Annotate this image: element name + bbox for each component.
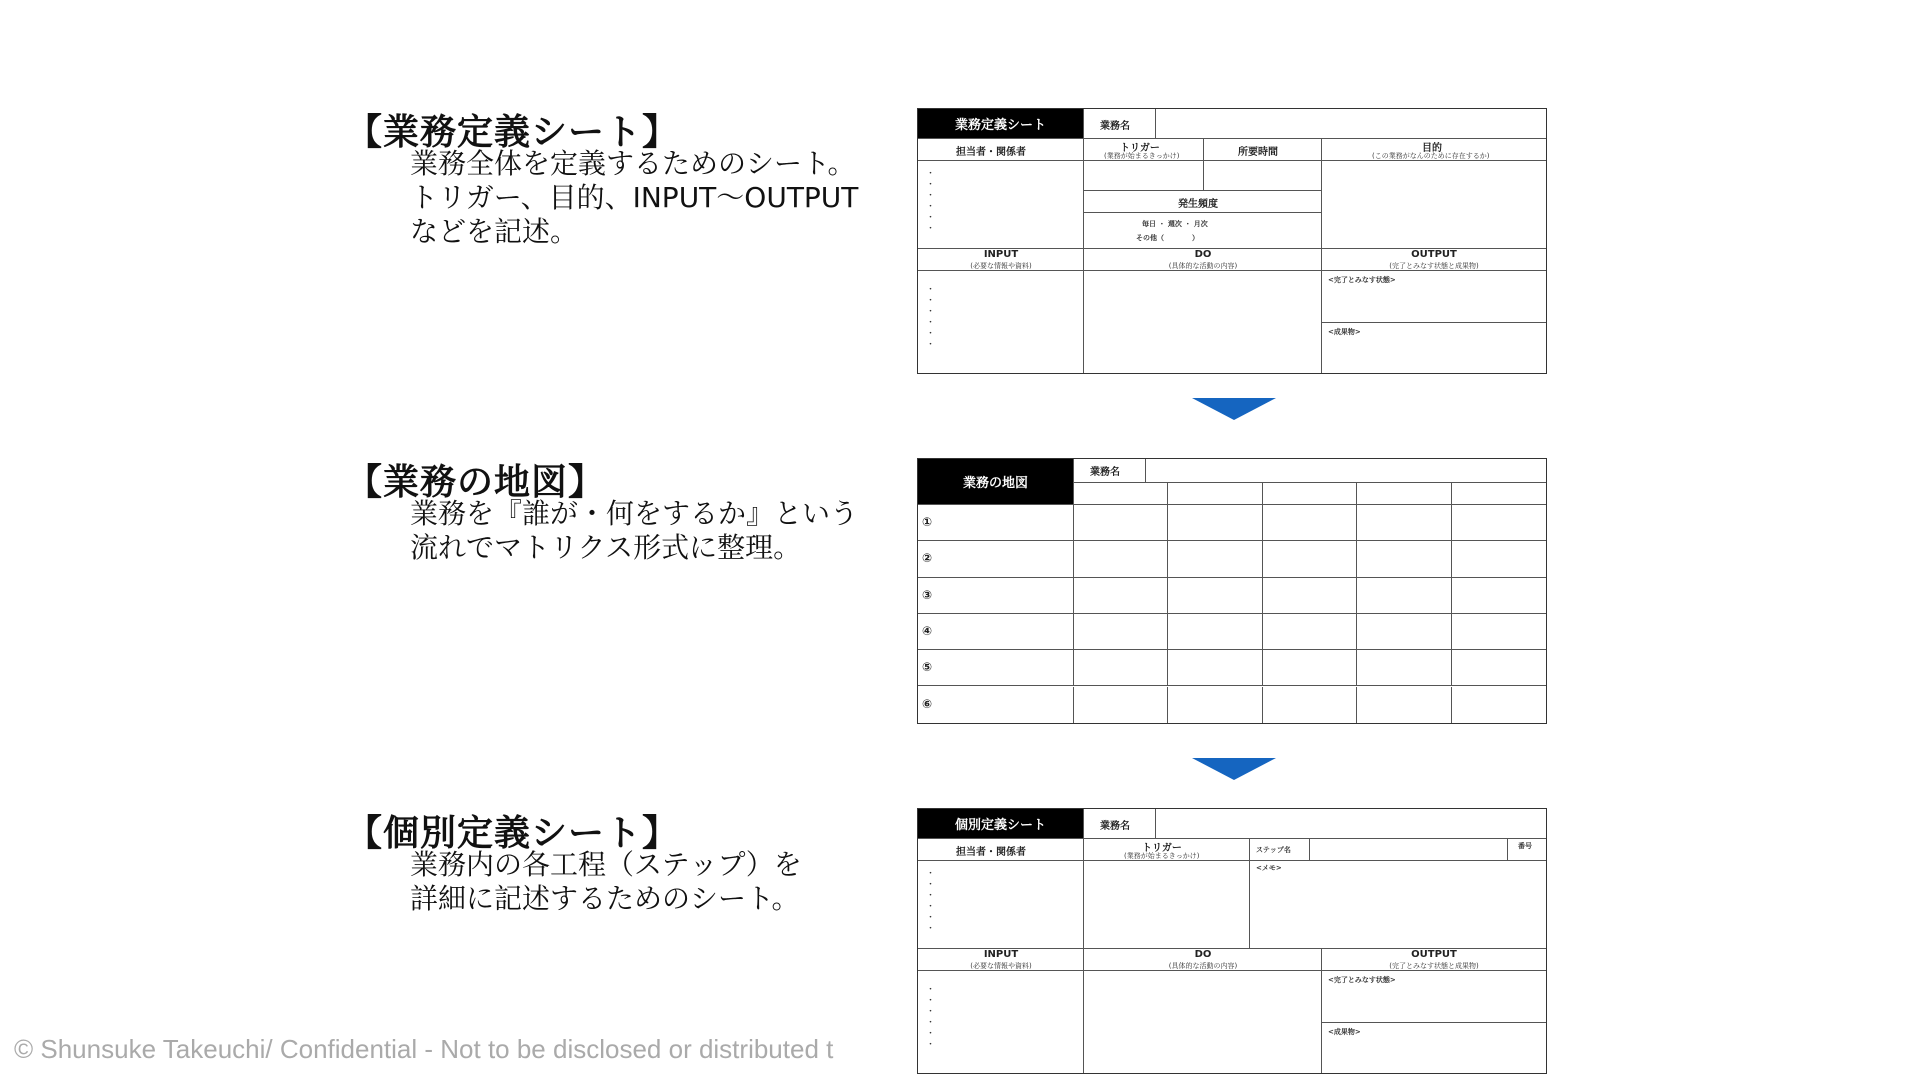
map-column-header[interactable]	[1357, 483, 1451, 505]
map-cell[interactable]	[1074, 505, 1168, 541]
map-row-label	[918, 687, 1074, 723]
bullet-list: ・ ・ ・ ・ ・ ・	[926, 285, 936, 350]
section-title-business-definition: 【業務定義シート】	[346, 112, 680, 153]
owner-label-cell	[918, 839, 1084, 861]
section-desc-business-definition	[410, 147, 858, 249]
name-label-cell	[1084, 109, 1156, 139]
input-label-cell	[918, 249, 1084, 271]
map-cell[interactable]	[1357, 650, 1451, 686]
map-column-header[interactable]	[1074, 483, 1168, 505]
name-value-cell[interactable]	[1146, 459, 1546, 483]
sheet-header: 業務の地図	[918, 459, 1074, 505]
map-row-label	[918, 614, 1074, 650]
purpose-label-cell	[1322, 139, 1546, 161]
down-arrow-icon	[1192, 758, 1276, 780]
name-value-cell[interactable]	[1156, 809, 1546, 839]
purpose-label: 目的	[1422, 143, 1442, 154]
map-cell[interactable]	[1168, 541, 1262, 577]
trigger-value-cell[interactable]	[1084, 161, 1204, 191]
number-label: 番号	[1518, 842, 1532, 850]
deliverable-label: <成果物>	[1328, 328, 1361, 336]
freq-label-cell	[1084, 191, 1322, 213]
desc-line: 詳細に記述するためのシート。	[410, 882, 800, 915]
desc-line: 業務全体を定義するためのシート。	[410, 147, 856, 180]
freq-value-cell[interactable]	[1084, 213, 1322, 249]
map-row-number: ③	[922, 587, 933, 602]
map-cell[interactable]	[1168, 614, 1262, 650]
map-cell[interactable]	[1263, 505, 1357, 541]
owner-label: 担当者・関係者	[956, 147, 1026, 158]
bullet-list: ・ ・ ・ ・ ・ ・	[926, 869, 936, 934]
do-label-cell	[1084, 949, 1322, 971]
desc-line: などを記述。	[410, 215, 579, 248]
map-cell[interactable]	[1263, 578, 1357, 614]
section-desc-business-map	[410, 497, 858, 565]
input-label: INPUT	[983, 949, 1019, 960]
purpose-sub: (この業務がなんのために存在するか)	[1372, 152, 1490, 160]
sheet-header: 業務定義シート	[918, 109, 1084, 139]
owner-value-cell[interactable]	[918, 861, 1084, 949]
trigger-label-cell	[1084, 839, 1250, 861]
purpose-value-cell[interactable]	[1322, 161, 1546, 249]
section-title-individual-definition: 【個別定義シート】	[346, 813, 680, 854]
done-label: <完了とみなす状態>	[1328, 276, 1396, 284]
map-cell[interactable]	[1452, 541, 1546, 577]
step-label-cell	[1250, 839, 1310, 861]
map-cell[interactable]	[1168, 578, 1262, 614]
business-definition-sheet	[917, 108, 1547, 374]
time-value-cell[interactable]	[1204, 161, 1322, 191]
name-label-cell	[1084, 809, 1156, 839]
map-cell[interactable]	[1263, 614, 1357, 650]
name-label: 業務名	[1100, 821, 1130, 832]
output-label-cell	[1322, 249, 1546, 271]
freq-label: 発生頻度	[1178, 199, 1218, 210]
map-cell[interactable]	[1452, 614, 1546, 650]
freq-options: 毎日 ・ 週次 ・ 月次	[1142, 220, 1208, 228]
do-sub: (具体的な活動の内容)	[1168, 962, 1238, 970]
step-label: ステップ名	[1256, 846, 1291, 854]
trigger-label-cell	[1084, 139, 1204, 161]
name-value-cell[interactable]	[1156, 109, 1546, 139]
done-label: <完了とみなす状態>	[1328, 976, 1396, 984]
trigger-sub: (業務が始まるきっかけ)	[1104, 152, 1180, 160]
map-cell[interactable]	[1357, 505, 1451, 541]
map-cell[interactable]	[1074, 650, 1168, 686]
do-value-cell[interactable]	[1084, 971, 1322, 1073]
trigger-sub: (業務が始まるきっかけ)	[1124, 852, 1200, 860]
map-column-header[interactable]	[1263, 483, 1357, 505]
map-row-label	[918, 541, 1074, 577]
map-cell[interactable]	[1452, 687, 1546, 723]
memo-label: <メモ>	[1256, 864, 1282, 872]
owner-label: 担当者・関係者	[956, 847, 1026, 858]
map-cell[interactable]	[1168, 650, 1262, 686]
desc-line: 業務内の各工程（ステップ）を	[410, 848, 802, 881]
step-value-cell[interactable]	[1310, 839, 1508, 861]
map-cell[interactable]	[1168, 687, 1262, 723]
output-label-cell	[1322, 949, 1546, 971]
map-cell[interactable]	[1357, 578, 1451, 614]
do-value-cell[interactable]	[1084, 271, 1322, 373]
output-label: OUTPUT	[1411, 249, 1457, 260]
name-label-cell	[1074, 459, 1146, 483]
done-value-cell[interactable]	[1322, 271, 1546, 323]
output-label: OUTPUT	[1411, 949, 1457, 960]
owner-label-cell	[918, 139, 1084, 161]
do-label: DO	[1194, 949, 1212, 960]
down-arrow-icon	[1192, 398, 1276, 420]
trigger-label: トリガー	[1120, 143, 1160, 154]
section-desc-individual-definition	[410, 848, 802, 916]
map-cell[interactable]	[1263, 687, 1357, 723]
do-sub: (具体的な活動の内容)	[1168, 262, 1238, 270]
map-cell[interactable]	[1357, 541, 1451, 577]
map-row-label	[918, 578, 1074, 614]
map-cell[interactable]	[1168, 505, 1262, 541]
map-cell[interactable]	[1263, 541, 1357, 577]
map-row-number: ④	[922, 623, 933, 638]
memo-value-cell[interactable]	[1250, 861, 1546, 949]
map-cell[interactable]	[1452, 578, 1546, 614]
map-column-header[interactable]	[1452, 483, 1546, 505]
map-cell[interactable]	[1452, 505, 1546, 541]
output-sub: (完了とみなす状態と成果物)	[1389, 262, 1479, 270]
input-value-cell[interactable]	[918, 971, 1084, 1073]
input-sub: (必要な情報や資料)	[970, 962, 1032, 970]
bullet-list: ・ ・ ・ ・ ・ ・	[926, 985, 936, 1050]
deliverable-label: <成果物>	[1328, 1028, 1361, 1036]
do-label-cell	[1084, 249, 1322, 271]
do-label: DO	[1194, 249, 1212, 260]
sheet-header: 個別定義シート	[918, 809, 1084, 839]
owner-value-cell[interactable]	[918, 161, 1084, 249]
desc-line: 流れでマトリクス形式に整理。	[410, 531, 802, 564]
map-cell[interactable]	[1357, 614, 1451, 650]
desc-line: トリガー、目的、INPUT〜OUTPUT	[410, 181, 859, 214]
output-sub: (完了とみなす状態と成果物)	[1389, 962, 1479, 970]
freq-other: その他（ ）	[1136, 234, 1199, 242]
deliverable-value-cell[interactable]	[1322, 1023, 1546, 1073]
map-row-number: ②	[922, 551, 933, 566]
deliverable-value-cell[interactable]	[1322, 323, 1546, 373]
map-cell[interactable]	[1074, 578, 1168, 614]
footer-copyright: © Shunsuke Takeuchi/ Confidential - Not to be disclosed or distributed t	[14, 1034, 834, 1064]
map-row-number: ⑥	[922, 696, 933, 711]
input-label-cell	[918, 949, 1084, 971]
trigger-value-cell[interactable]	[1084, 861, 1250, 949]
section-title-business-map: 【業務の地図】	[346, 462, 606, 503]
map-column-header[interactable]	[1168, 483, 1262, 505]
map-cell[interactable]	[1263, 650, 1357, 686]
time-label: 所要時間	[1238, 147, 1278, 158]
input-sub: (必要な情報や資料)	[970, 262, 1032, 270]
number-label-cell	[1508, 839, 1546, 861]
individual-definition-sheet	[917, 808, 1547, 1074]
trigger-label: トリガー	[1142, 843, 1182, 854]
input-label: INPUT	[983, 249, 1019, 260]
map-row-label	[918, 505, 1074, 541]
name-label: 業務名	[1100, 121, 1130, 132]
map-cell[interactable]	[1074, 541, 1168, 577]
map-row-number: ①	[922, 515, 933, 529]
map-cell[interactable]	[1452, 650, 1546, 686]
time-label-cell	[1204, 139, 1322, 161]
map-row-number: ⑤	[922, 660, 933, 675]
name-label: 業務名	[1090, 467, 1120, 478]
input-value-cell[interactable]	[918, 271, 1084, 373]
map-cell[interactable]	[1074, 687, 1168, 723]
desc-line: 業務を『誰が・何をするか』という	[410, 497, 859, 530]
done-value-cell[interactable]	[1322, 971, 1546, 1023]
map-row-label	[918, 650, 1074, 686]
business-map-sheet	[917, 458, 1547, 724]
map-cell[interactable]	[1074, 614, 1168, 650]
bullet-list: ・ ・ ・ ・ ・ ・	[926, 169, 936, 234]
map-cell[interactable]	[1357, 687, 1451, 723]
